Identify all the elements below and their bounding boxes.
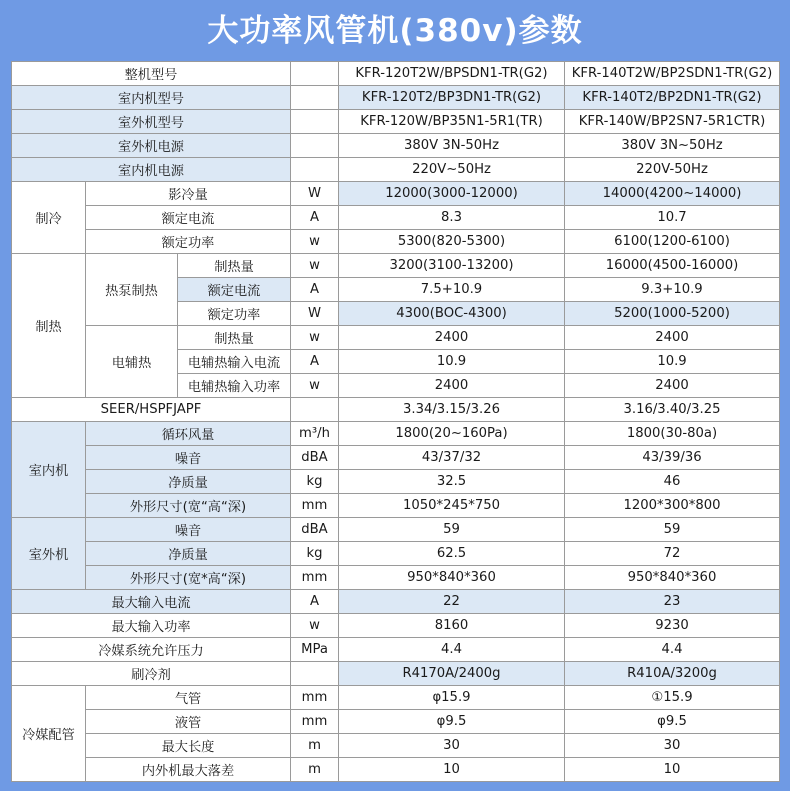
table-row [12, 446, 780, 470]
value-cell: 3200(3100-13200) [339, 254, 565, 278]
value-cell: 46 [565, 470, 780, 494]
row-label: 噪音 [86, 446, 291, 470]
table-row [12, 422, 780, 446]
table-row [12, 710, 780, 734]
row-label: 额定功率 [178, 302, 291, 326]
value-cell: 5200(1000-5200) [565, 302, 780, 326]
table-row [12, 494, 780, 518]
row-label: 额定电流 [178, 278, 291, 302]
value-cell: ①15.9 [565, 686, 780, 710]
unit-cell: m³/h [291, 422, 339, 446]
value-cell: 16000(4500-16000) [565, 254, 780, 278]
unit-cell: A [291, 278, 339, 302]
table-row [12, 206, 780, 230]
table-row [12, 662, 780, 686]
value-cell: 3.34/3.15/3.26 [339, 398, 565, 422]
row-label: 外形尺寸(宽“高“深) [86, 494, 291, 518]
unit-cell [291, 134, 339, 158]
unit-cell: kg [291, 470, 339, 494]
unit-cell [291, 398, 339, 422]
row-label: 外形尺寸(宽*高“深) [86, 566, 291, 590]
table-row [12, 158, 780, 182]
row-label: 循环风量 [86, 422, 291, 446]
subgroup-label-electric: 电辅热 [86, 326, 178, 398]
value-cell: 10.9 [339, 350, 565, 374]
value-cell: 9.3+10.9 [565, 278, 780, 302]
value-cell: 10.7 [565, 206, 780, 230]
table-row [12, 398, 780, 422]
unit-cell [291, 662, 339, 686]
value-cell: 8.3 [339, 206, 565, 230]
value-cell: 2400 [339, 326, 565, 350]
value-cell: KFR-140T2/BP2DN1-TR(G2) [565, 86, 780, 110]
unit-cell: w [291, 614, 339, 638]
unit-cell [291, 62, 339, 86]
value-cell: 10 [339, 758, 565, 782]
value-cell: 22 [339, 590, 565, 614]
table-row [12, 254, 780, 278]
value-cell: 8160 [339, 614, 565, 638]
row-label: SEER/HSPFJAPF [12, 398, 291, 422]
row-label: 电辅热输入功率 [178, 374, 291, 398]
value-cell: 10 [565, 758, 780, 782]
value-cell: 62.5 [339, 542, 565, 566]
row-label: 最大长度 [86, 734, 291, 758]
table-row [12, 734, 780, 758]
group-label-heating: 制热 [12, 254, 86, 398]
row-label: 净质量 [86, 542, 291, 566]
value-cell: φ9.5 [339, 710, 565, 734]
row-label: 气管 [86, 686, 291, 710]
value-cell: 59 [565, 518, 780, 542]
spec-table [11, 61, 780, 782]
row-label: 整机型号 [12, 62, 291, 86]
unit-cell: mm [291, 686, 339, 710]
table-row [12, 686, 780, 710]
row-label: 额定功率 [86, 230, 291, 254]
value-cell: 950*840*360 [565, 566, 780, 590]
row-label: 室内机电源 [12, 158, 291, 182]
value-cell: 220V-50Hz [565, 158, 780, 182]
table-row [12, 110, 780, 134]
group-label-indoor-unit: 室内机 [12, 422, 86, 518]
unit-cell: mm [291, 494, 339, 518]
unit-cell: A [291, 206, 339, 230]
row-label: 最大输入功率 [12, 614, 291, 638]
unit-cell: A [291, 350, 339, 374]
value-cell: 3.16/3.40/3.25 [565, 398, 780, 422]
value-cell: 2400 [339, 374, 565, 398]
unit-cell: w [291, 230, 339, 254]
row-label: 液管 [86, 710, 291, 734]
value-cell: R410A/3200g [565, 662, 780, 686]
unit-cell: dBA [291, 518, 339, 542]
unit-cell: W [291, 302, 339, 326]
table-row [12, 86, 780, 110]
value-cell: R4170A/2400g [339, 662, 565, 686]
unit-cell [291, 158, 339, 182]
value-cell: 14000(4200~14000) [565, 182, 780, 206]
group-label-cooling: 制冷 [12, 182, 86, 254]
table-row [12, 758, 780, 782]
value-cell: 380V 3N-50Hz [339, 134, 565, 158]
value-cell: 7.5+10.9 [339, 278, 565, 302]
value-cell: 10.9 [565, 350, 780, 374]
unit-cell: m [291, 734, 339, 758]
value-cell: KFR-120W/BP35N1-5R1(TR) [339, 110, 565, 134]
table-row [12, 614, 780, 638]
value-cell: 220V~50Hz [339, 158, 565, 182]
row-label: 室内机型号 [12, 86, 291, 110]
table-row [12, 182, 780, 206]
row-label: 净质量 [86, 470, 291, 494]
group-label-piping: 冷媒配管 [12, 686, 86, 782]
value-cell: 1800(20~160Pa) [339, 422, 565, 446]
value-cell: KFR-140T2W/BP2SDN1-TR(G2) [565, 62, 780, 86]
value-cell: 30 [339, 734, 565, 758]
value-cell: 43/37/32 [339, 446, 565, 470]
row-label: 冷媒系统允许压力 [12, 638, 291, 662]
group-label-outdoor-unit: 室外机 [12, 518, 86, 590]
table-row [12, 62, 780, 86]
unit-cell [291, 86, 339, 110]
table-row [12, 518, 780, 542]
table-row [12, 638, 780, 662]
row-label: 最大输入电流 [12, 590, 291, 614]
value-cell: 9230 [565, 614, 780, 638]
unit-cell: W [291, 182, 339, 206]
unit-cell: mm [291, 566, 339, 590]
value-cell: 1200*300*800 [565, 494, 780, 518]
value-cell: KFR-140W/BP2SN7-5R1CTR) [565, 110, 780, 134]
table-row [12, 326, 780, 350]
table-row [12, 134, 780, 158]
value-cell: 43/39/36 [565, 446, 780, 470]
page-title: 大功率风管机(380v)参数 [207, 13, 583, 49]
value-cell: 30 [565, 734, 780, 758]
row-label: 内外机最大落差 [86, 758, 291, 782]
value-cell: 6100(1200-6100) [565, 230, 780, 254]
value-cell: φ15.9 [339, 686, 565, 710]
row-label: 制热量 [178, 326, 291, 350]
value-cell: 4.4 [565, 638, 780, 662]
value-cell: 59 [339, 518, 565, 542]
subgroup-label-heat-pump: 热泵制热 [86, 254, 178, 326]
unit-cell: MPa [291, 638, 339, 662]
unit-cell: kg [291, 542, 339, 566]
unit-cell: m [291, 758, 339, 782]
value-cell: φ9.5 [565, 710, 780, 734]
value-cell: 380V 3N~50Hz [565, 134, 780, 158]
table-row [12, 566, 780, 590]
unit-cell: w [291, 254, 339, 278]
row-label: 电辅热输入电流 [178, 350, 291, 374]
row-label: 制热量 [178, 254, 291, 278]
value-cell: 4300(BOC-4300) [339, 302, 565, 326]
unit-cell: dBA [291, 446, 339, 470]
unit-cell: A [291, 590, 339, 614]
value-cell: 2400 [565, 374, 780, 398]
row-label: 影冷量 [86, 182, 291, 206]
value-cell: 1800(30-80a) [565, 422, 780, 446]
table-row [12, 590, 780, 614]
value-cell: 4.4 [339, 638, 565, 662]
unit-cell: mm [291, 710, 339, 734]
unit-cell [291, 110, 339, 134]
value-cell: 1050*245*750 [339, 494, 565, 518]
value-cell: 5300(820-5300) [339, 230, 565, 254]
value-cell: 32.5 [339, 470, 565, 494]
unit-cell: w [291, 374, 339, 398]
value-cell: KFR-120T2W/BPSDN1-TR(G2) [339, 62, 565, 86]
value-cell: 2400 [565, 326, 780, 350]
table-row [12, 470, 780, 494]
unit-cell: w [291, 326, 339, 350]
value-cell: 12000(3000-12000) [339, 182, 565, 206]
table-row [12, 542, 780, 566]
value-cell: 950*840*360 [339, 566, 565, 590]
value-cell: KFR-120T2/BP3DN1-TR(G2) [339, 86, 565, 110]
row-label: 刷冷剂 [12, 662, 291, 686]
row-label: 室外机型号 [12, 110, 291, 134]
row-label: 额定电流 [86, 206, 291, 230]
table-row [12, 230, 780, 254]
row-label: 噪音 [86, 518, 291, 542]
row-label: 室外机电源 [12, 134, 291, 158]
value-cell: 23 [565, 590, 780, 614]
value-cell: 72 [565, 542, 780, 566]
